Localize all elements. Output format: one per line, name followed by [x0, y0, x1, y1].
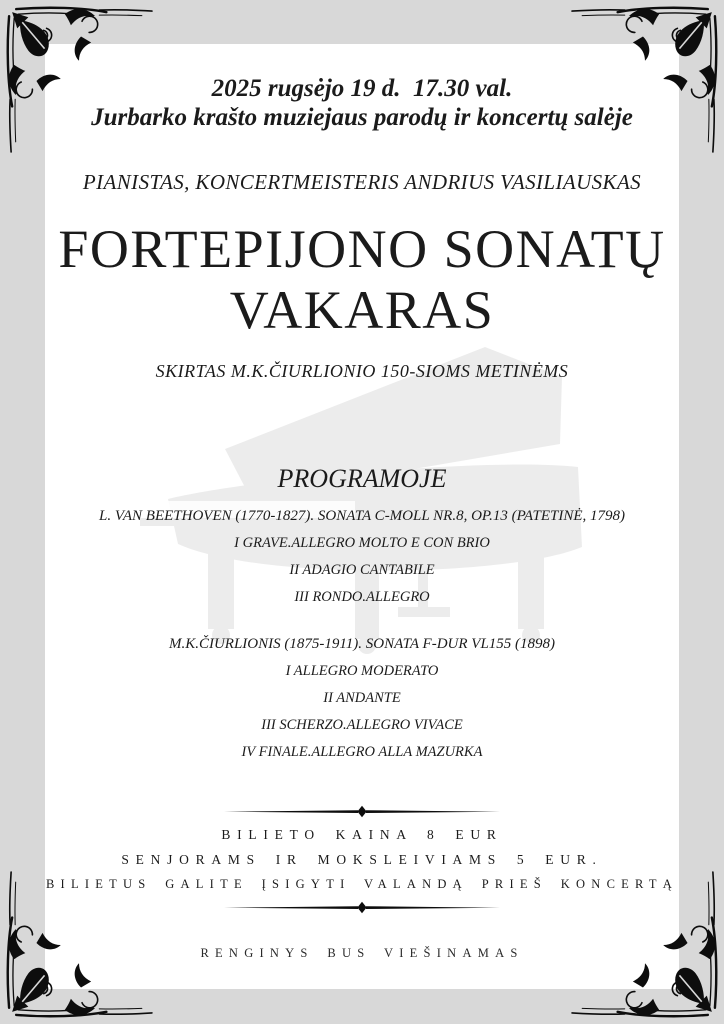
event-venue: Jurbarko krašto muziejaus parodų ir koncertų salėje [91, 104, 633, 131]
ticket-price-line: BILIETO KAINA 8 EUR [221, 827, 503, 843]
poster-title-line1: FORTEPIJONO SONATŲ [58, 219, 666, 279]
composer-line: L. VAN BEETHOVEN (1770-1827). SONATA C-MOLL NR.8, OP.13 (PATETINĖ, 1798) [99, 508, 625, 525]
movement-line: I ALLEGRO MODERATO [285, 663, 439, 680]
movement-line: III SCHERZO.ALLEGRO VIVACE [261, 717, 463, 734]
event-date: 2025 rugsėjo 19 d. 17.30 val. [211, 75, 513, 102]
publicity-notice: RENGINYS BUS VIEŠINAMAS [200, 946, 524, 961]
program-work-ciurlionis [45, 636, 679, 761]
corner-flourish-icon [2, 870, 154, 1022]
ticket-purchase-line: BILIETUS GALITE ĮSIGYTI VALANDĄ PRIEŠ KONCERTĄ [45, 877, 679, 892]
poster-title [45, 219, 679, 341]
program-work-beethoven [45, 508, 679, 606]
movement-line: III RONDO.ALLEGRO [294, 589, 430, 606]
dedication-line: SKIRTAS M.K.ČIURLIONIO 150-SIOMS METINĖMS [155, 361, 569, 382]
diamond-rule-icon [222, 901, 502, 914]
corner-flourish-icon [570, 870, 722, 1022]
poster-paper [45, 44, 679, 989]
movement-line: IV FINALE.ALLEGRO ALLA MAZURKA [241, 744, 483, 761]
movement-line: II ADAGIO CANTABILE [289, 562, 435, 579]
corner-flourish-icon [570, 2, 722, 154]
ticket-discount-line: SENJORAMS IR MOKSLEIVIAMS 5 EUR. [121, 852, 603, 868]
composer-line: M.K.ČIURLIONIS (1875-1911). SONATA F-DUR VL155 (1898) [168, 636, 556, 653]
poster-title-line2: VAKARAS [229, 280, 495, 341]
movement-line: I GRAVE.ALLEGRO MOLTO E CON BRIO [234, 535, 490, 552]
diamond-rule-icon [222, 805, 502, 818]
corner-flourish-icon [2, 2, 154, 154]
movement-line: II ANDANTE [323, 690, 401, 707]
program-heading: PROGRAMOJE [277, 464, 447, 494]
performer-name: PIANISTAS, KONCERTMEISTERIS ANDRIUS VASILIAUSKAS [82, 170, 642, 194]
